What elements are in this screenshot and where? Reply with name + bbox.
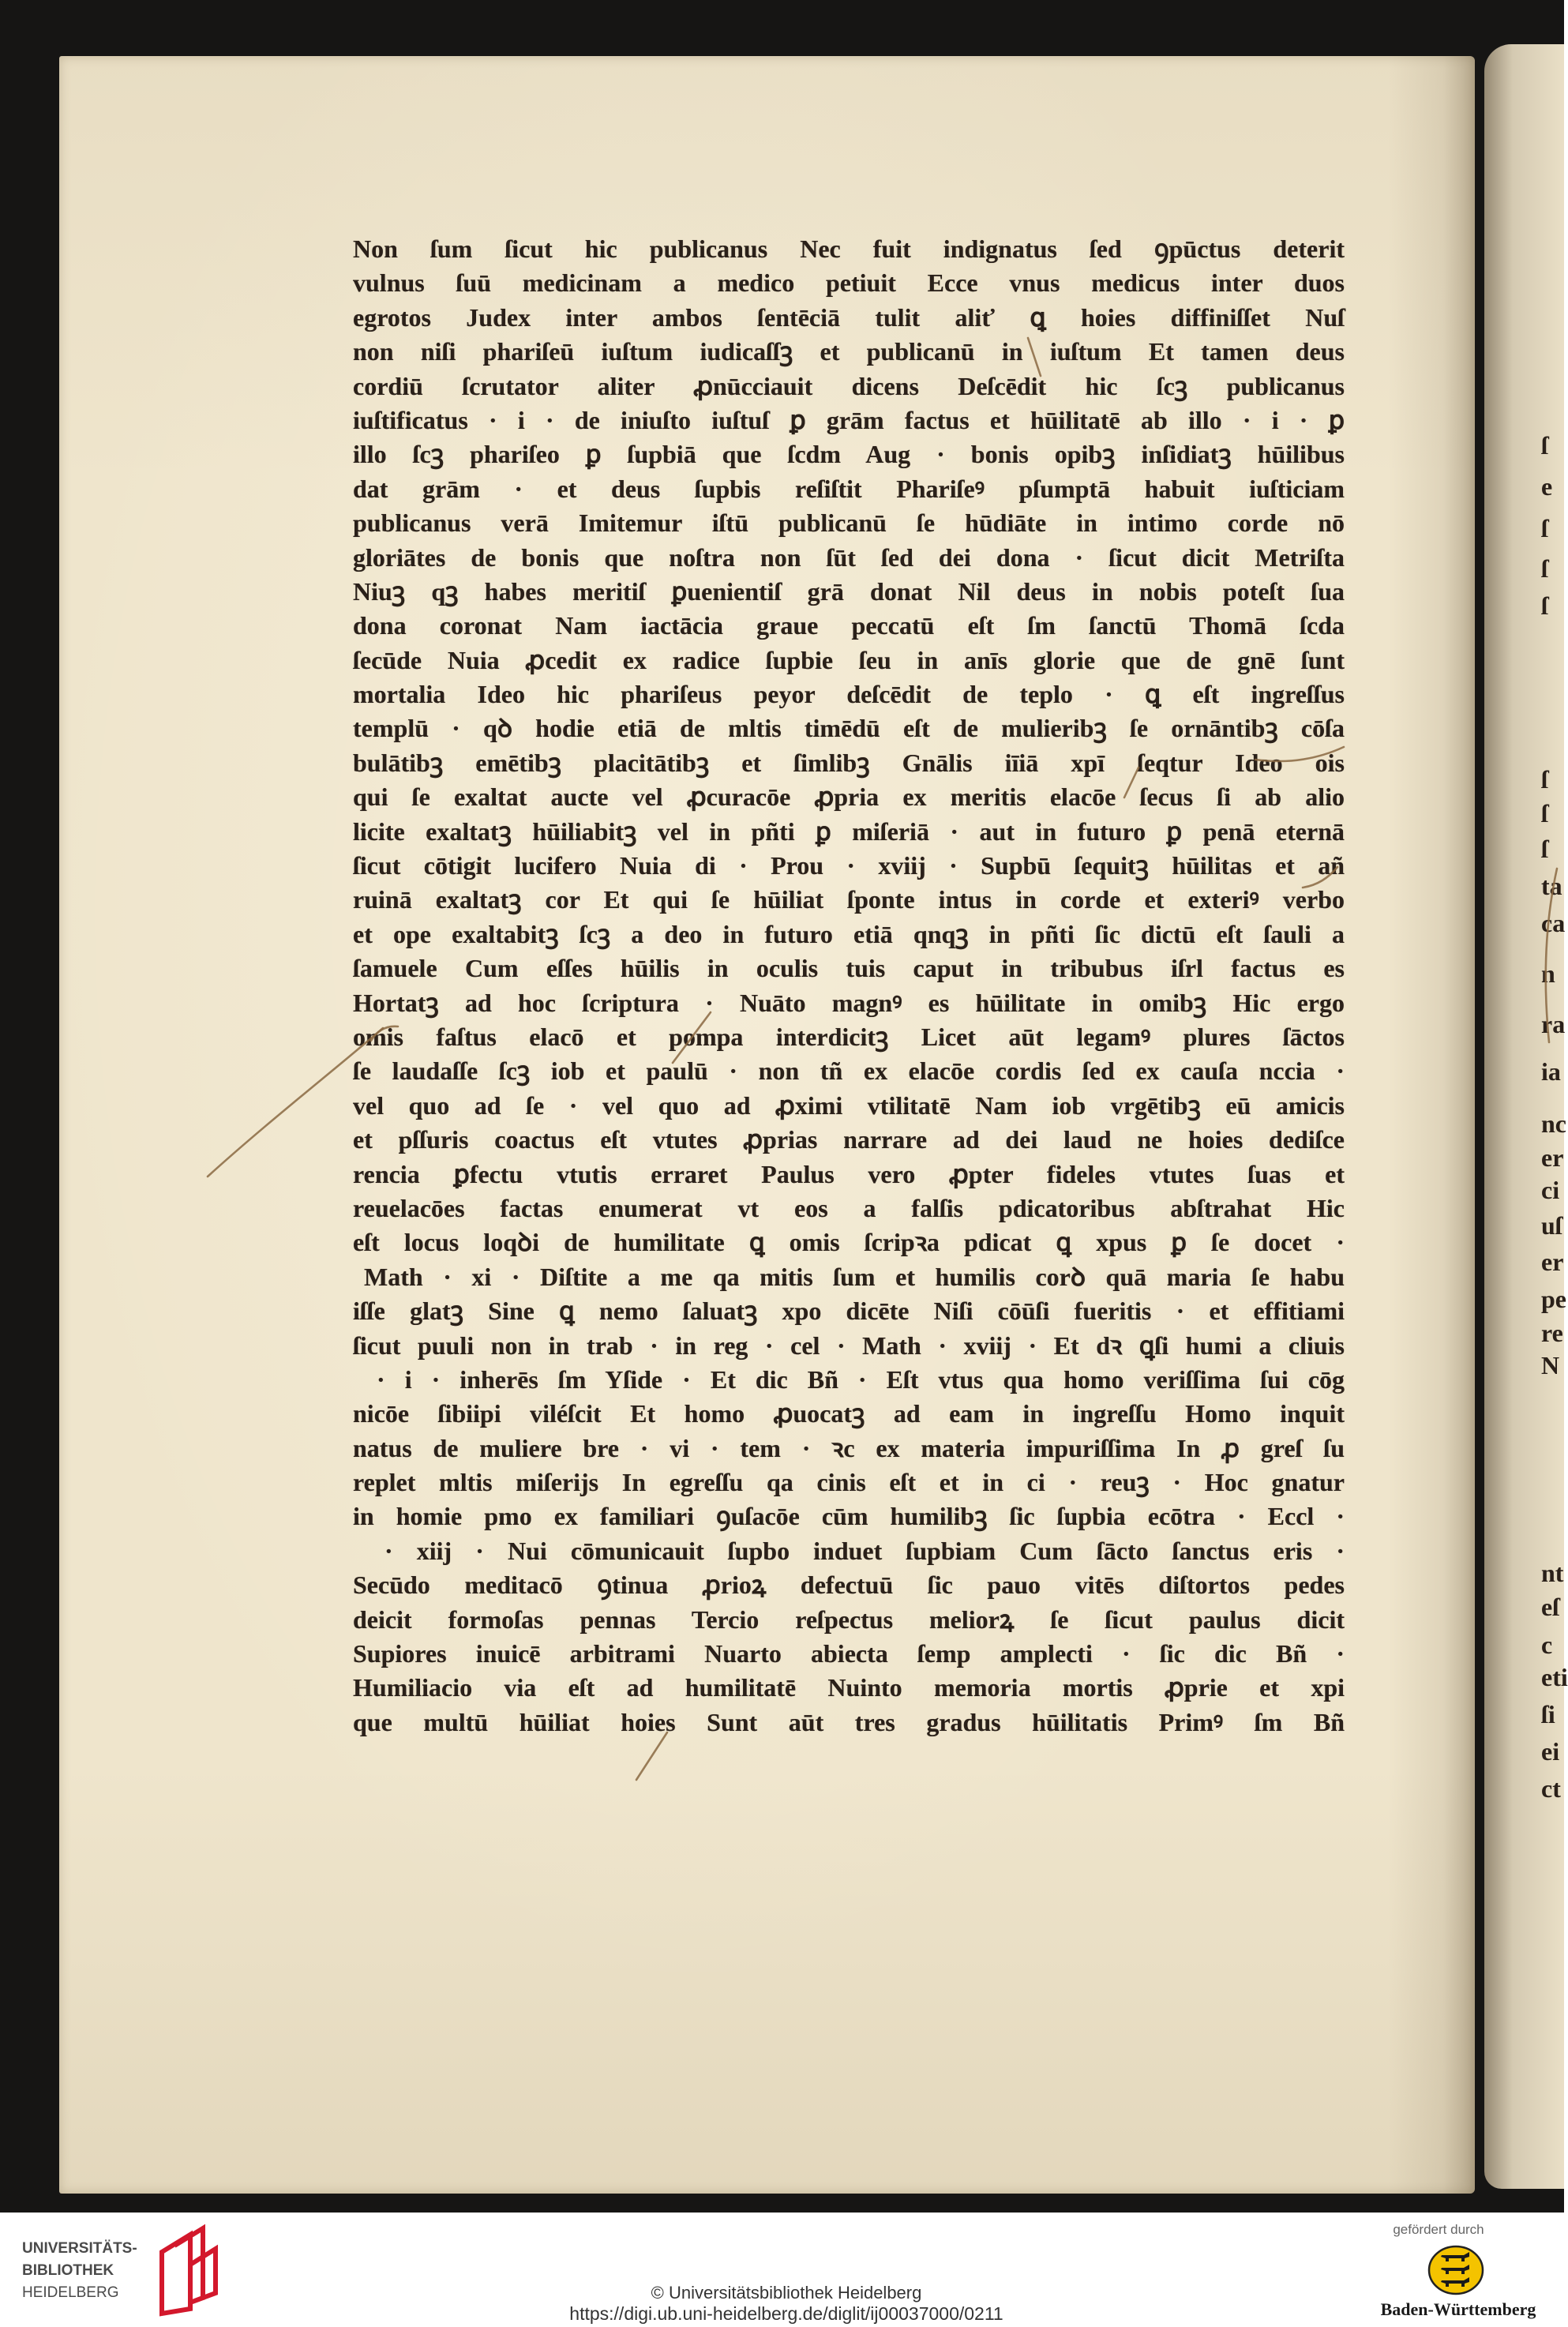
text-line: dat grām · et deus ſupbis reſiſtit Phariſeꝰ pſumptā habuit iuſticiam	[353, 474, 1345, 503]
text-line: gloriātes de bonis que noſtra non ſūt ſed dei dona · ſicut dicit Metriſta	[353, 542, 1345, 572]
text-line: in homie pmo ex familiari ꝯuſacōe cūm humilibꝫ ſic ſupbia ecōtra · Eccl ·	[353, 1502, 1345, 1531]
facing-page-text-fragment: c	[1541, 1631, 1553, 1659]
facing-page-text-fragment: ca	[1541, 909, 1566, 937]
text-line: Math · xi · Diſtite a me qa mitis ſum et humilis corꝺ quā maria ſe habu	[364, 1262, 1345, 1291]
library-name-line: UNIVERSITÄTS-	[22, 2240, 137, 2257]
facing-page-text-fragment: e	[1541, 472, 1553, 501]
facing-page-text-fragment: eſ	[1541, 1593, 1560, 1621]
text-line: ſe laudaſſe ſcꝫ iob et paulū · non tñ ex elacōe cordis ſed ex cauſa nccia ·	[353, 1057, 1345, 1086]
facing-page-text-fragment: ſ	[1541, 765, 1548, 794]
text-line: Supiores inuicē arbitrami Nuarto abiecta ſemp amplecti · ſic dic Bñ ·	[353, 1639, 1345, 1668]
text-line: ſecūde Nuia ꝓcedit ex radice ſupbie ſeu in anīs glorie que de gnē ſunt	[353, 645, 1345, 674]
text-line: Niuꝫ qꝫ habes meritiſ ꝑuenientiſ grā donat Nil deus in nobis poteſt ſua	[353, 576, 1345, 606]
text-line: qui ſe exaltat aucte vel ꝓcuracōe ꝓpria ex meritis elacōe ſecus ſi ab alio	[353, 783, 1345, 812]
printed-text-column	[353, 232, 1345, 1740]
facing-page-text-fragment: ſ	[1541, 431, 1548, 460]
facing-page-text-fragment: ei	[1541, 1737, 1560, 1766]
text-line: mortalia Ideo hic phariſeus peyor deſcēdit de teplo · ꝗ eſt ingreſſus	[353, 680, 1345, 709]
text-line: · xiij · Nui cōmunicauit ſupbo induet ſupbiam Cum ſācto ſanctus eris ·	[384, 1536, 1345, 1565]
text-line: rencia ꝑfectu vtutis erraret Paulus vero ꝓpter fideles vtutes ſuas et	[353, 1159, 1345, 1188]
copyright-notice: © Universitätsbibliothek Heidelberg	[651, 2283, 922, 2303]
facing-page-text-fragment: ſ	[1541, 554, 1548, 583]
facing-page-text-fragment: ci	[1541, 1176, 1560, 1204]
facing-page-text-fragment: er	[1541, 1143, 1564, 1172]
facing-page-text-fragment: ta	[1541, 872, 1562, 900]
text-line: que multū hūiliat hoies Sunt aūt tres gradus hūilitatis Primꝰ ſm Bñ	[353, 1707, 1345, 1736]
ub-heidelberg-emblem-icon	[156, 2225, 220, 2318]
facing-page-text-fragment: re	[1541, 1319, 1563, 1347]
text-line: Non ſum ſicut hic publicanus Nec fuit indignatus ſed ꝯpūctus deterit	[353, 235, 1345, 263]
text-line: Secūdo meditacō ꝯtinua ꝓrioꝝ defectuū ſic pauo vitēs diſtortos pedes	[353, 1571, 1345, 1600]
text-line: non niſi phariſeū iuſtum iudicaſſꝫ et publicanū in iuſtum Et tamen deus	[353, 337, 1345, 366]
viewer-footer	[0, 2213, 1564, 2327]
facing-page-text-fragment: ct	[1541, 1774, 1561, 1803]
text-line: iuſtificatus · i · de iniuſto iuſtuſ ꝑ grām factus et hūilitatē ab illo · i · ꝑ	[353, 405, 1345, 434]
text-line: illo ſcꝫ phariſeo ꝑ ſupbiā que ſcdm Aug · bonis opibꝫ inſidiatꝫ hūilibus	[353, 440, 1345, 469]
facing-page-text-fragment: ſ	[1541, 591, 1548, 620]
permalink-url: https://digi.ub.uni-heidelberg.de/diglit/ij00037000/0211	[569, 2303, 1003, 2324]
text-line: eſt locus loqꝺi de humilitate ꝗ omis ſcripꝛa pdicat ꝗ xpus ꝑ ſe docet ·	[353, 1228, 1345, 1257]
facing-page-text-fragment: ſi	[1541, 1700, 1555, 1728]
text-line: iſſe glatꝫ Sine ꝗ nemo ſaluatꝫ xpo dicēte Niſi cōūſi fueritis · et effitiami	[353, 1297, 1345, 1326]
text-line: licite exaltatꝫ hūiliabitꝫ vel in pñti ꝑ miſeriā · aut in futuro ꝑ penā eternā	[353, 816, 1345, 846]
text-line: replet mltis miſerijs In egreſſu qa cinis eſt et in ci · reuꝫ · Hoc gnatur	[353, 1468, 1345, 1497]
text-line: natus de muliere bre · vi · tem · ꝛc ex materia impuriſſima In ꝓ greſ ſu	[353, 1433, 1345, 1462]
library-name-line: BIBLIOTHEK	[22, 2262, 114, 2279]
text-line: bulātibꝫ emētibꝫ placitātibꝫ et ſimlibꝫ Gnālis iīiā xpī ſeqtur Ideo ois	[353, 748, 1345, 777]
text-line: nicōe ſibiipi viléſcit Et homo ꝓuocatꝫ ad eam in ingreſſu Homo inquit	[353, 1399, 1345, 1428]
text-line: et ope exaltabitꝫ ſcꝫ a deo in futuro etiā qnqꝫ in pñti ſic dictū eſt ſauli a	[353, 919, 1345, 948]
text-line: ruinā exaltatꝫ cor Et qui ſe hūiliat ſponte intus in corde et exteriꝰ verbo	[353, 885, 1345, 914]
text-line: vulnus ſuū medicinam a medico petiuit Ecce vnus medicus inter duos	[353, 268, 1345, 298]
text-line: Humiliacio via eſt ad humilitatē Nuinto memoria mortis ꝓprie et xpi	[353, 1673, 1345, 1702]
text-line: et pſſuris coactus eſt vtutes ꝓprias narrare ad dei laud ne hoies dediſce	[353, 1125, 1345, 1154]
text-line: vel quo ad ſe · vel quo ad ꝓximi vtilitatē Nam iob vrgētibꝫ eū amicis	[353, 1090, 1345, 1120]
text-line: publicanus verā Imitemur iſtū publicanū ſe hūdiāte in intimo corde nō	[353, 509, 1345, 538]
text-line: dona coronat Nam iactācia graue peccatū eſt ſm ſanctū Thomā ſcda	[353, 611, 1345, 640]
facing-page-text-fragment: er	[1541, 1248, 1564, 1276]
facing-page-text-fragment: ſ	[1541, 799, 1548, 828]
baden-wuerttemberg-coat-of-arms-icon	[1426, 2244, 1486, 2296]
text-line: cordiū ſcrutator aliter ꝓnūcciauit dicens Deſcēdit hic ſcꝫ publicanus	[353, 371, 1345, 400]
facing-page-text-fragment: N	[1541, 1351, 1560, 1379]
facing-page-text-fragment: uſ	[1541, 1211, 1562, 1240]
facing-page-text-fragment: ſ	[1541, 835, 1548, 863]
facing-page-text-fragment: nc	[1541, 1109, 1566, 1138]
text-line: omis faſtus elacō et pompa interdicitꝫ Licet aūt legamꝰ plures ſāctos	[353, 1022, 1345, 1051]
facing-page-text-fragment: pe	[1541, 1285, 1566, 1313]
facing-page-text-fragment: nt	[1541, 1559, 1564, 1587]
facing-page-text-fragment: ſ	[1541, 514, 1548, 542]
facing-page-text-fragment: eti	[1541, 1663, 1568, 1691]
text-line: ſicut cōtigit lucifero Nuia di · Prou · xviij · Supbū ſequitꝫ hūilitas et añ	[353, 851, 1345, 880]
text-line: Hortatꝫ ad hoc ſcriptura · Nuāto magnꝰ es hūilitate in omibꝫ Hic ergo	[353, 988, 1345, 1017]
facing-page-edge	[1484, 44, 1568, 2189]
text-line: templū · qꝺ hodie etiā de mltis timēdū eſt de mulieribꝫ ſe ornāntibꝫ cōſa	[353, 714, 1345, 743]
facing-page-text-fragment: ia	[1541, 1057, 1561, 1086]
text-line: egrotos Judex inter ambos ſentēciā tulit aliť ꝗ hoies diffiniſſet Nuſ	[353, 302, 1345, 332]
sponsor-label: gefördert durch	[1393, 2222, 1484, 2237]
text-line: ſicut puuli non in trab · in reg · cel · Math · xviij · Et dꝛ ꝗſi humi a cliuis	[353, 1331, 1345, 1360]
library-name-line: HEIDELBERG	[22, 2284, 119, 2301]
sponsor-name: Baden-Württemberg	[1380, 2299, 1536, 2319]
facing-page-text-fragment: ra	[1541, 1010, 1566, 1038]
text-line: deicit formoſas pennas Tercio reſpectus meliorꝝ ſe ſicut paulus dicit	[353, 1605, 1345, 1634]
facing-page-text-fragment: n	[1541, 959, 1555, 988]
text-line: ſamuele Cum eſſes hūilis in oculis tuis caput in tribubus iſrl factus es	[353, 954, 1345, 983]
text-line: · i · inherēs ſm Yſide · Et dic Bñ · Eſt vtus qua homo veriſſima ſui cōg	[377, 1364, 1345, 1394]
text-line: reuelacōes factas enumerat vt eos a falſis pdicatoribus abſtrahat Hic	[353, 1193, 1345, 1222]
